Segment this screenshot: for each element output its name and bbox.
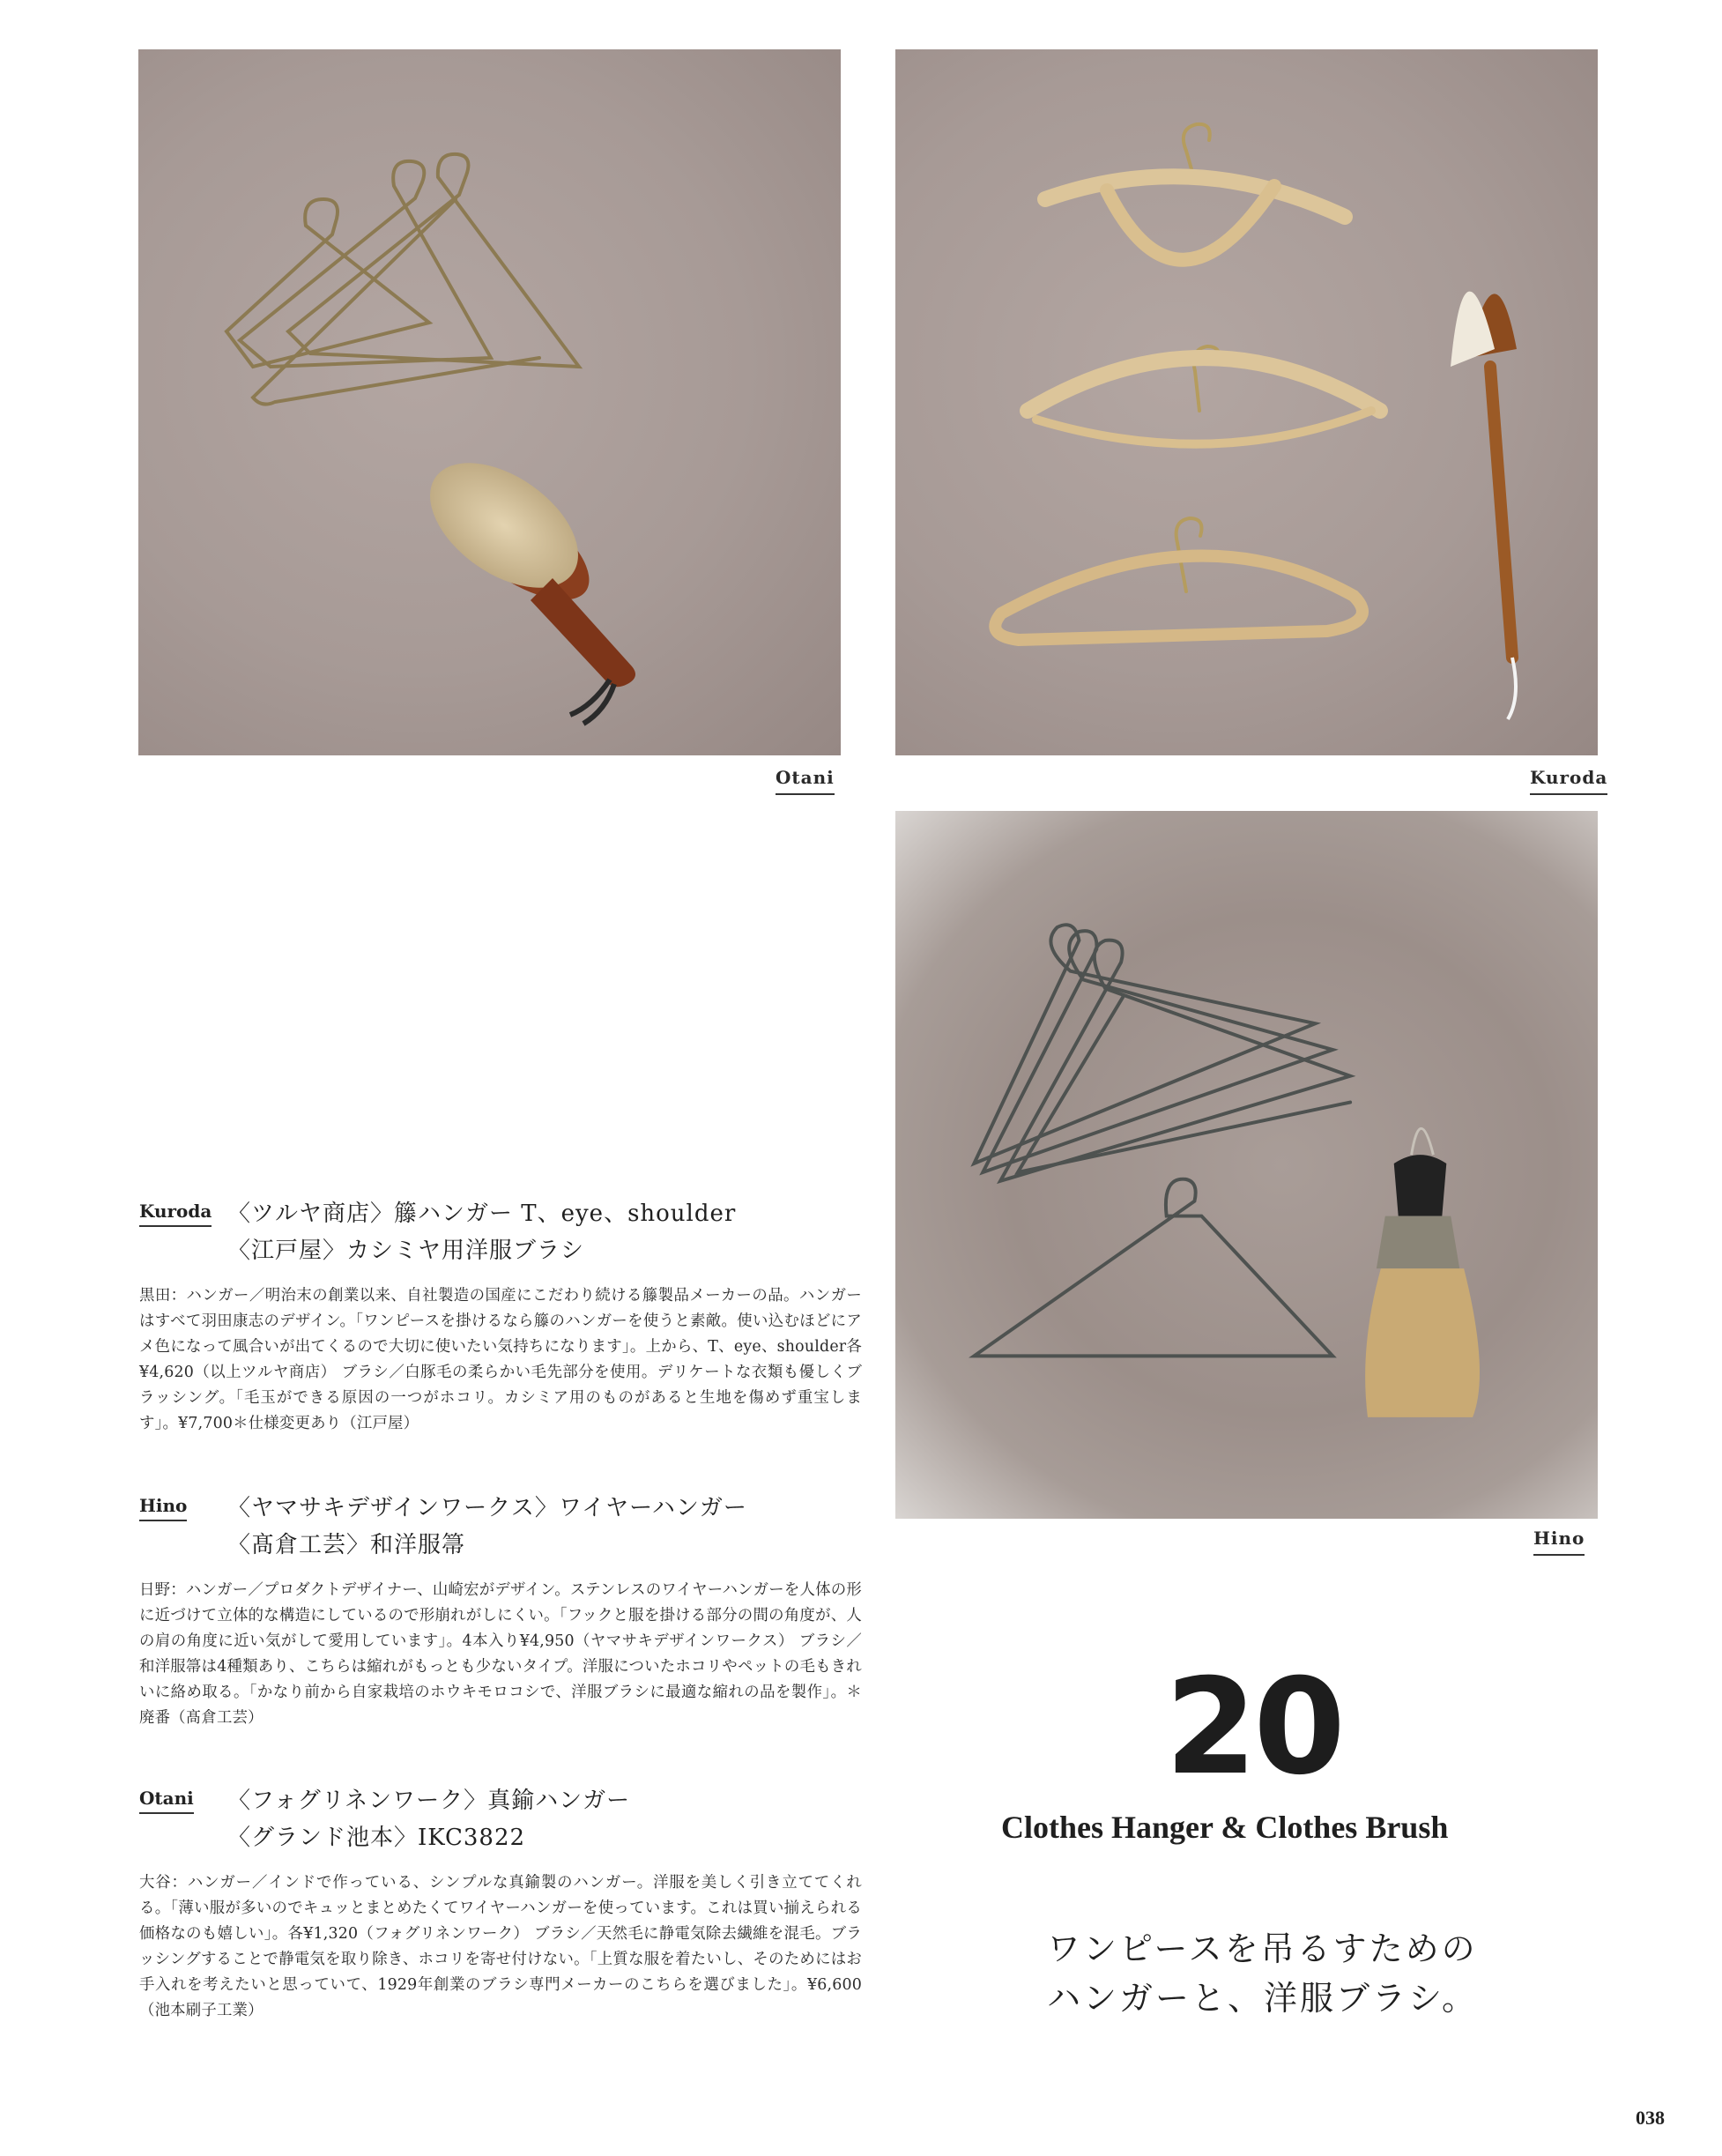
brush-strap <box>570 680 614 724</box>
feature-number: 20 <box>1165 1651 1342 1804</box>
wire-hanger-4 <box>1018 997 1350 1172</box>
clothes-brush-otani <box>408 437 635 724</box>
hino-product-illustration <box>895 811 1598 1519</box>
page-number: 038 <box>1636 2107 1665 2129</box>
photo-otani-brass-hangers-and-brush <box>138 49 841 755</box>
broom-bristles <box>1365 1268 1480 1417</box>
brass-hanger-2 <box>240 161 491 367</box>
brass-hanger-4 <box>253 199 539 405</box>
rattan-hanger-shoulder <box>995 518 1362 640</box>
otani-product-illustration <box>138 49 841 755</box>
entry-otani-header <box>139 1782 862 1856</box>
entry-hino-body: 日野：ハンガー／プロダクトデザイナー、山崎宏がデザイン。ステンレスのワイヤーハンガーを人体の形に近づけて立体的な構造にしているので形崩れがしにくい。「フックと服を掛ける部分の間の角度が、人の肩の角度に近い気がして愛用しています」。4本入り¥4,950（ヤマサキデザインワークス） ブラシ／和洋服箒は4種類あり、こちらは縮れがもっとも少ないタイプ。洋服についたホコリやペットの毛もきれいに絡め取る。「かなり前から自家栽培のホウキモロコシで、洋服ブラシに最適な縮れの品を製作」。＊廃番（髙倉工芸） <box>139 1581 862 1727</box>
entry-kuroda-body: 黒田：ハンガー／明治末の創業以来、自社製造の国産にこだわり続ける籐製品メーカーの品。ハンガーはすべて羽田康志のデザイン。「ワンピースを掛けるなら籐のハンガーを使うと素敵。使い込むほどにアメ色になって風合いが出てくるので大切に使いたい気持ちになります」。上から、T、eye、shoulder各¥4,620（以上ツルヤ商店） ブラシ／白豚毛の柔らかい毛先部分を使用。デリケートな衣類も優しくブラッシング。「毛玉ができる原因の一つがホコリ。カシミア用のものがあると生地を傷めず重宝します」。¥7,700＊仕様変更あり（江戸屋） <box>139 1287 862 1432</box>
entry-kuroda-item-brush: 〈江戸屋〉カシミヤ用洋服ブラシ <box>227 1238 585 1264</box>
broom-weave <box>1377 1216 1459 1269</box>
entry-otani-body: 大谷：ハンガー／インドで作っている、シンプルな真鍮製のハンガー。洋服を美しく引き立ててくれる。「薄い服が多いのでキュッとまとめたくてワイヤーハンガーを使っています。これは買い揃えられる価格なのも嬉しい」。各¥1,320（フォグリネンワーク） ブラシ／天然毛に静電気除去繊維を混毛。ブラッシングすることで静電気を取り除き、ホコリを寄せ付けない。「上質な服を着たいし、そのためにはお手入れを考えたいと思っていて、1929年創業のブラシ専門メーカーのこちらを選びました」。¥6,600（池本刷子工業） <box>139 1874 862 2019</box>
rattan-hanger-group <box>995 124 1380 640</box>
brass-hanger-1 <box>226 199 429 367</box>
wire-hanger-single <box>974 1179 1332 1357</box>
brass-hanger-group <box>226 154 579 405</box>
brass-hanger-3 <box>288 154 579 367</box>
rattan-hanger-eye <box>1028 346 1380 444</box>
entry-hino-item-hanger: 〈ヤマサキデザインワークス〉ワイヤーハンガー <box>227 1495 747 1521</box>
photo-hino-wire-hangers-and-broom <box>895 811 1598 1519</box>
photo-credit-hino: Hino <box>1533 1528 1585 1556</box>
photo-kuroda-rattan-hangers-and-brush <box>895 49 1598 755</box>
clothes-brush-kuroda <box>1451 292 1517 719</box>
entry-kuroda-item-hanger: 〈ツルヤ商店〉籐ハンガー T、eye、shoulder <box>227 1201 737 1227</box>
broom-loop <box>1412 1128 1434 1155</box>
photo-credit-otani: Otani <box>776 767 835 795</box>
feature-catchcopy-line-2: ハンガーと、洋服ブラシ。 <box>1047 1979 1478 2018</box>
photo-credit-kuroda: Kuroda <box>1530 767 1607 795</box>
rattan-hanger-t <box>1045 124 1345 260</box>
entry-hino-header <box>139 1490 862 1564</box>
entry-otani <box>139 1782 862 2024</box>
broom-brush-hino <box>1365 1128 1480 1417</box>
brush-cord <box>1508 658 1516 719</box>
entry-otani-item-hanger: 〈フォグリネンワーク〉真鍮ハンガー <box>227 1788 631 1814</box>
entry-hino <box>139 1490 862 1731</box>
entry-kuroda-header <box>139 1195 862 1269</box>
entry-otani-item-brush: 〈グランド池本〉IKC3822 <box>227 1825 526 1851</box>
entry-kuroda-name: Kuroda <box>139 1201 212 1227</box>
entry-kuroda <box>139 1195 862 1437</box>
entry-hino-name: Hino <box>139 1495 187 1521</box>
kuroda-product-illustration <box>895 49 1598 755</box>
brush-handle <box>531 578 635 687</box>
entry-otani-name: Otani <box>139 1788 194 1814</box>
brush-handle-long <box>1490 367 1512 658</box>
feature-title-english: Clothes Hanger & Clothes Brush <box>1001 1810 1449 1845</box>
wire-hanger-group <box>974 925 1350 1356</box>
broom-tassel-dark <box>1394 1155 1447 1216</box>
feature-catchcopy-line-1: ワンピースを吊るすための <box>1047 1929 1478 1968</box>
entry-hino-item-brush: 〈髙倉工芸〉和洋服箒 <box>227 1532 466 1558</box>
